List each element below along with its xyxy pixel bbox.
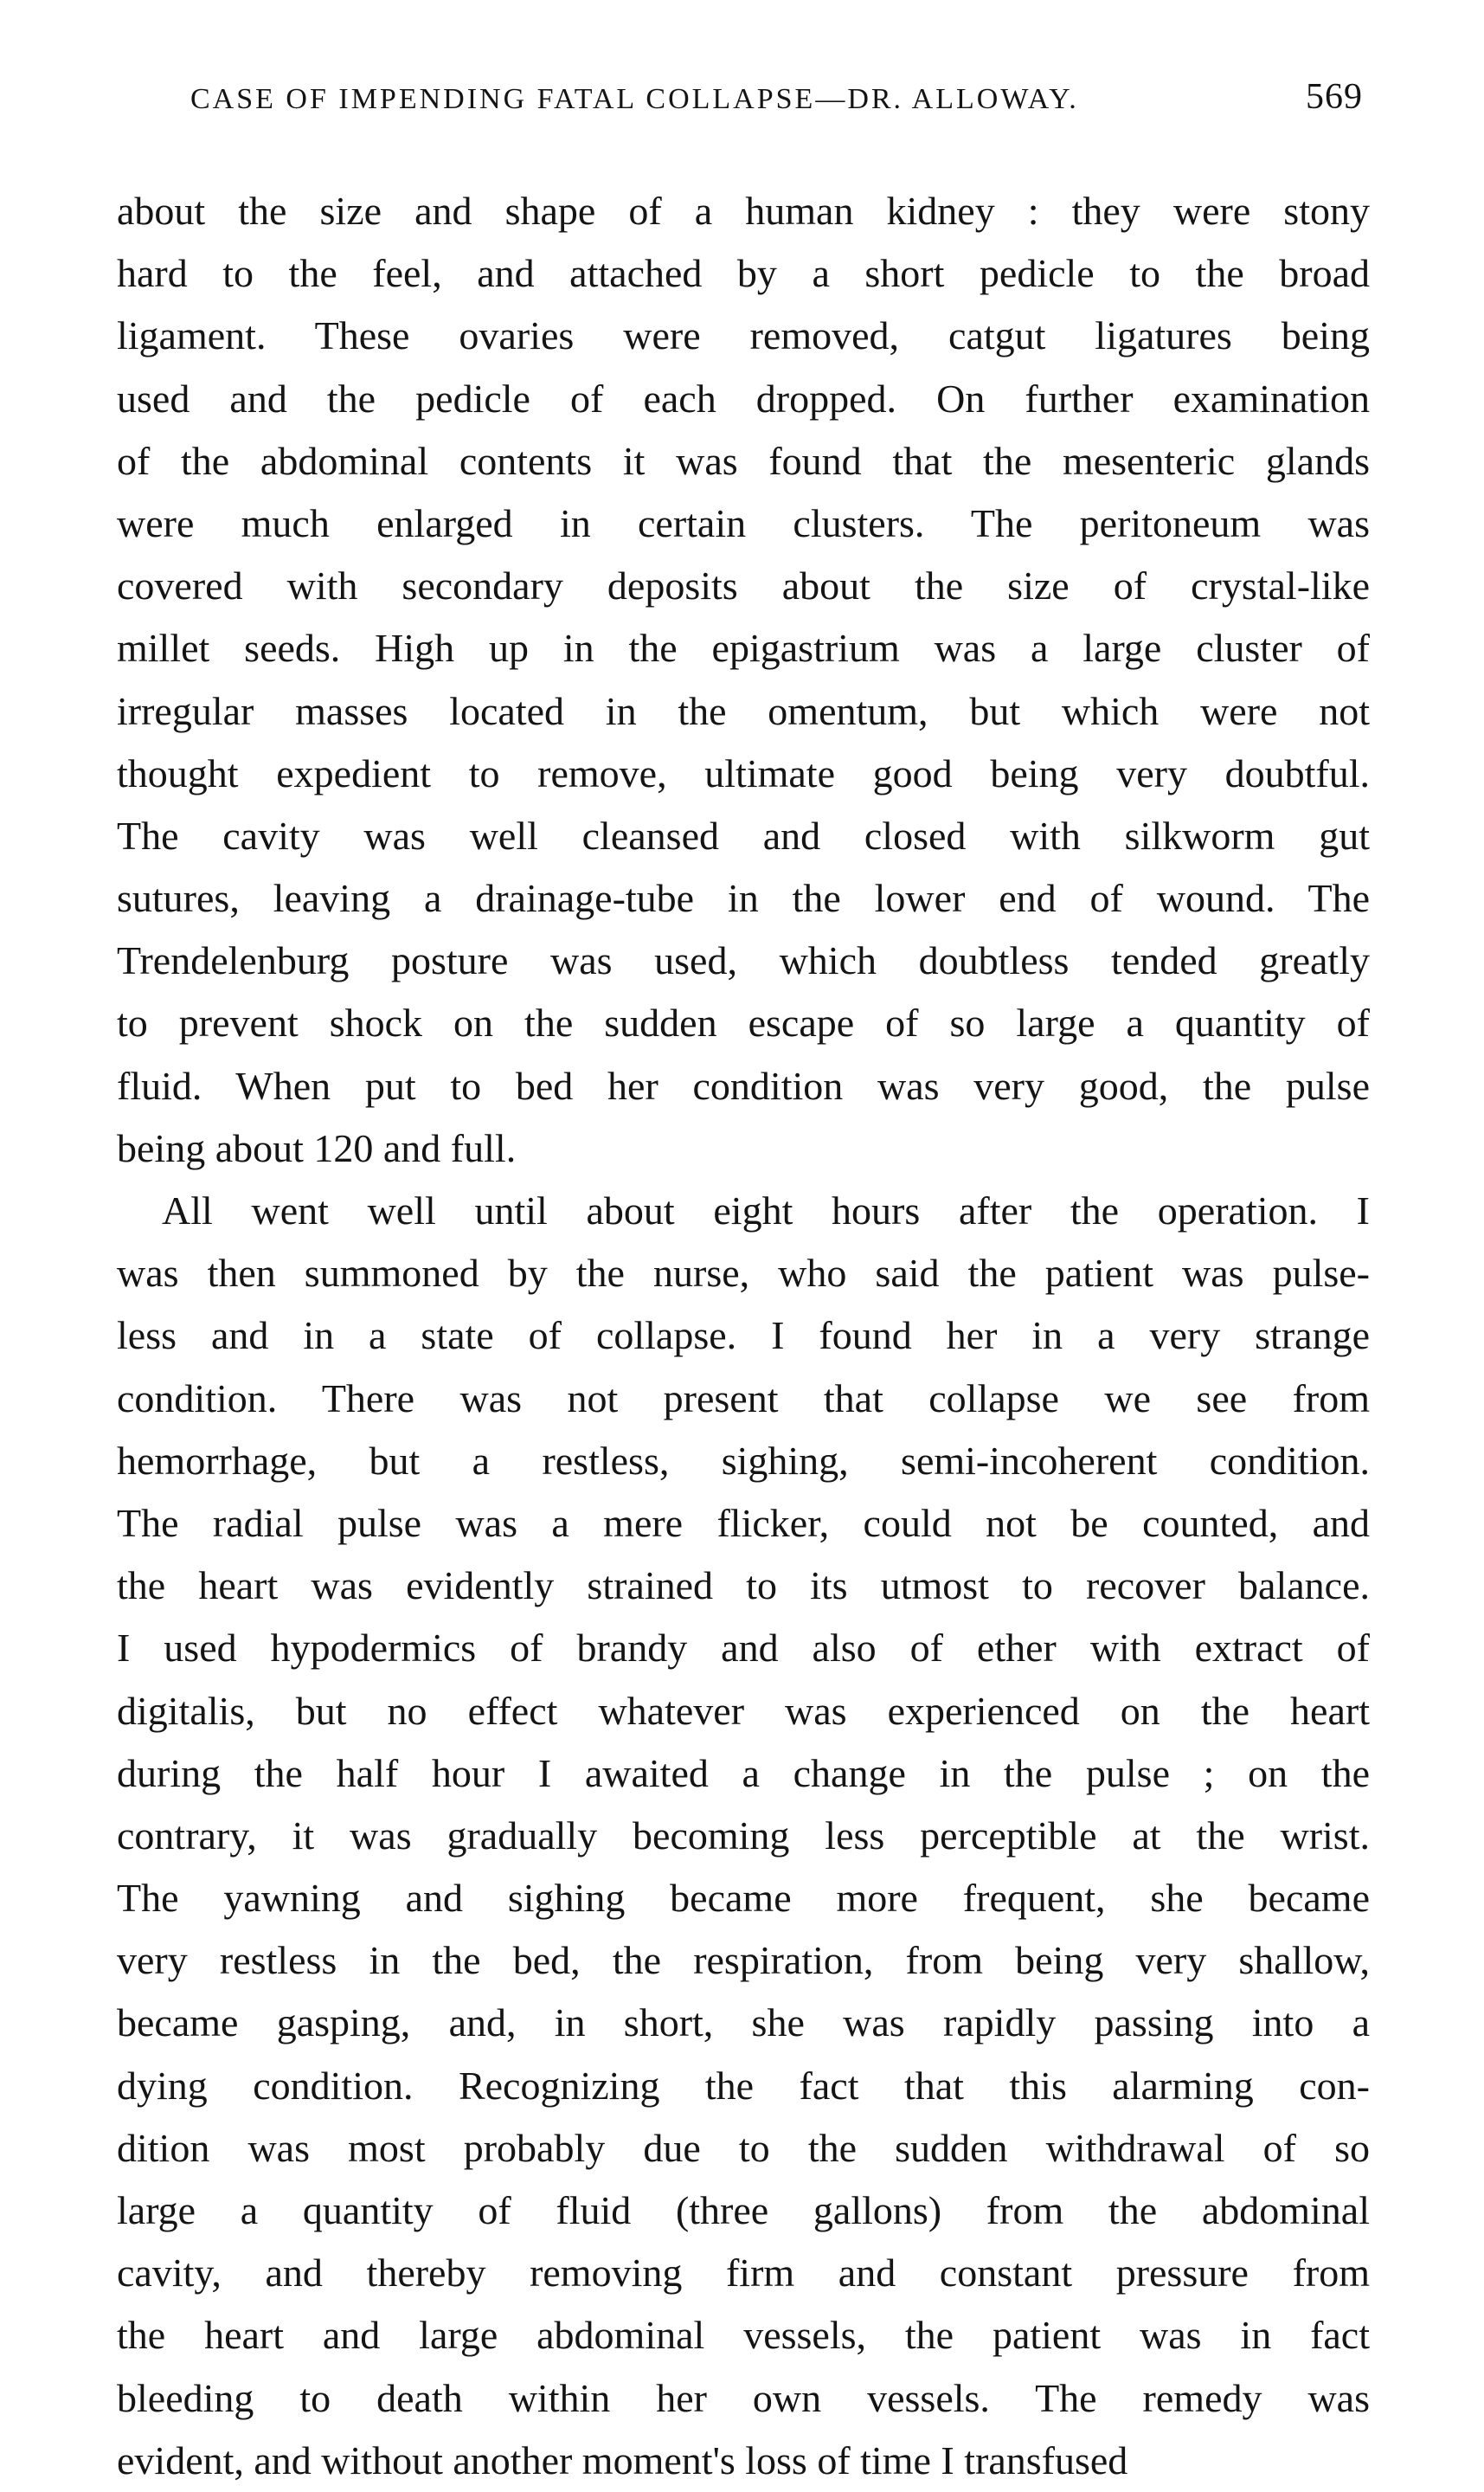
text-line: Trendelenburg posture was used, which doubtless tended greatly (117, 938, 1370, 983)
text-line: I used hypodermics of brandy and also of ether with extract of (117, 1626, 1370, 1671)
text-line: The yawning and sighing became more frequent, she became (117, 1876, 1370, 1921)
running-title: CASE OF IMPENDING FATAL COLLAPSE—DR. ALLOWAY. (190, 83, 1079, 115)
text-line: hard to the feel, and attached by a short pedicle to the broad (117, 251, 1370, 296)
paragraph (117, 1180, 1370, 2492)
text-line: dying condition. Recognizing the fact that this alarming con- (117, 2063, 1370, 2108)
page-number: 569 (1306, 77, 1363, 117)
running-head (190, 76, 1363, 128)
text-line: were much enlarged in certain clusters. The peritoneum was (117, 500, 1370, 545)
text-line: contrary, it was gradually becoming less perceptible at the wrist. (117, 1813, 1370, 1858)
text-line: The radial pulse was a mere flicker, could not be counted, and (117, 1500, 1370, 1545)
text-line: about the size and shape of a human kidney : they were stony (117, 189, 1370, 233)
text-line: was then summoned by the nurse, who said the patient was pulse- (117, 1251, 1370, 1296)
text-line: the heart and large abdominal vessels, the patient was in fact (117, 2313, 1370, 2358)
text-line: covered with secondary deposits about the size of crystal-like (117, 563, 1370, 609)
body-text (117, 180, 1370, 2492)
text-line: condition. There was not present that collapse we see from (117, 1375, 1370, 1420)
text-line: millet seeds. High up in the epigastrium was a large cluster of (117, 626, 1370, 671)
paragraph-container (117, 180, 1370, 2492)
text-line: very restless in the bed, the respiration, from being very shallow, (117, 1938, 1370, 1983)
text-line: hemorrhage, but a restless, sighing, semi-incoherent condition. (117, 1438, 1370, 1483)
text-line: evident, and without another moment's loss of time I transfused (117, 2437, 1128, 2482)
text-line: digitalis, but no effect whatever was experienced on the heart (117, 1688, 1370, 1733)
text-line: being about 120 and full. (117, 1125, 517, 1170)
text-line: became gasping, and, in short, she was rapidly passing into a (117, 2000, 1370, 2045)
text-line: All went well until about eight hours after the operation. I (162, 1188, 1370, 1233)
text-line: to prevent shock on the sudden escape of so large a quantity of (117, 1001, 1370, 1046)
text-line: irregular masses located in the omentum, but which were not (117, 688, 1370, 733)
text-line: the heart was evidently strained to its utmost to recover balance. (117, 1563, 1370, 1608)
text-line: ligament. These ovaries were removed, catgut ligatures being (117, 313, 1370, 358)
text-line: thought expedient to remove, ultimate good being very doubtful. (117, 750, 1370, 795)
text-line: cavity, and thereby removing firm and constant pressure from (117, 2251, 1370, 2296)
paragraph (117, 180, 1370, 1180)
text-line: during the half hour I awaited a change in the pulse ; on the (117, 1750, 1370, 1795)
text-line: dition was most probably due to the sudden withdrawal of so (117, 2125, 1370, 2170)
text-line: less and in a state of collapse. I found her in a very strange (117, 1313, 1370, 1358)
text-line: bleeding to death within her own vessels. The remedy was (117, 2375, 1370, 2420)
text-line: used and the pedicle of each dropped. On further examination (117, 376, 1370, 421)
text-line: fluid. When put to bed her condition was very good, the pulse (117, 1063, 1370, 1108)
text-line: The cavity was well cleansed and closed with silkworm gut (117, 813, 1370, 858)
text-line: large a quantity of fluid (three gallons) from the abdominal (117, 2188, 1370, 2232)
text-line: sutures, leaving a drainage-tube in the lower end of wound. The (117, 876, 1370, 921)
text-line: of the abdominal contents it was found that the mesenteric glands (117, 438, 1370, 483)
